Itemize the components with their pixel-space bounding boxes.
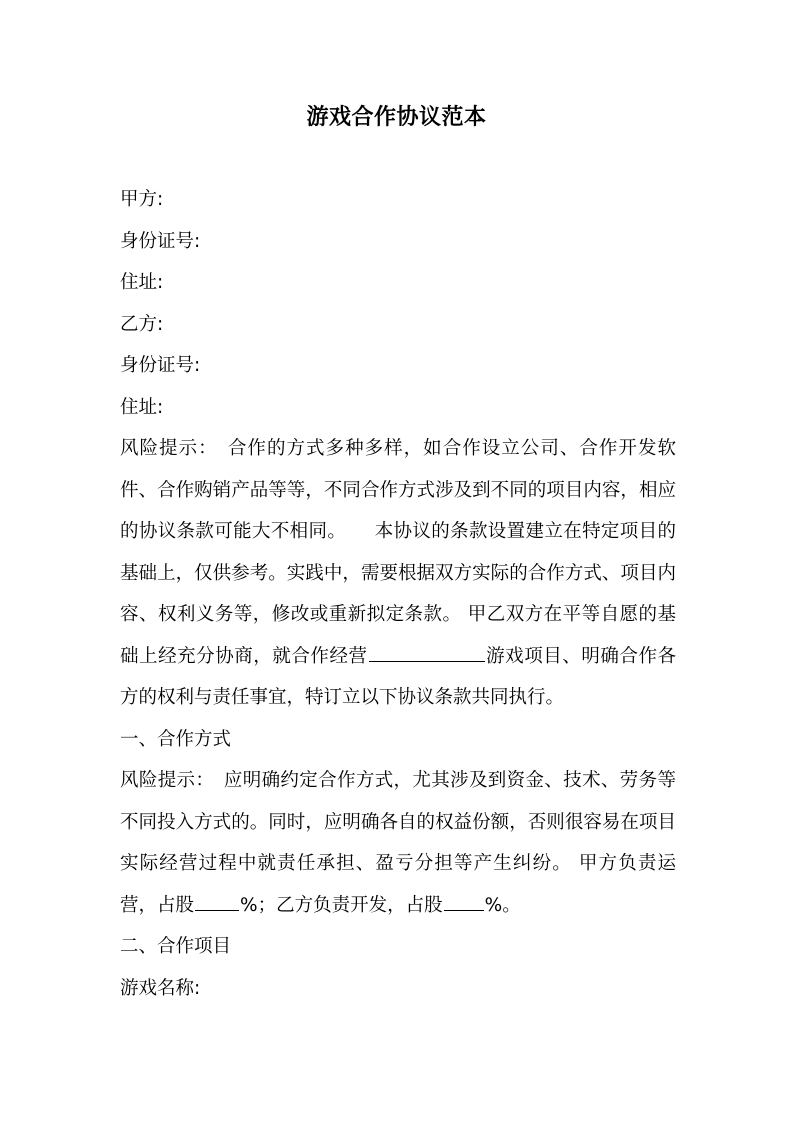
document-title: 游戏合作协议范本 — [306, 105, 487, 130]
party-b-label: 乙方: — [120, 313, 164, 335]
party-a-address-label: 住址: — [120, 272, 164, 293]
project-name-blank — [369, 639, 485, 662]
party-a-label: 甲方: — [120, 189, 164, 210]
section1-text-part1: 风险提示： 应明确约定合作方式，尤其涉及到资金、技术、劳务等不同投入方式的。同时，应明确各自的权益份额，否则很容易在项目实际经营过程中就责任承担、盈亏分担等产生纠纷。 甲方负责运营，占股 — [120, 770, 676, 916]
intro-paragraph — [120, 428, 676, 719]
game-name-label: 游戏名称: — [120, 977, 201, 999]
section2-heading: 二、合作项目 — [120, 936, 232, 957]
intro-text-before: 风险提示： 合作的方式多种多样，如合作设立公司、合作开发软件、合作购销产品等等，不同合作方式涉及到不同的项目内容，相应的协议条款可能大不相同。 本协议的条款设置建立在特定项目的基础上，仅供参考。实践中，需要根据双方实际的合作方式、项目内容、权利义务等，修改或重新拟定条款。 甲乙双方在平等自愿的基础上经充分协商，就合作经营 — [120, 438, 676, 667]
party-b-share-blank — [444, 888, 484, 911]
section1-paragraph — [120, 760, 676, 926]
intro-text-after: 游戏项目、明确合作各方的权利与责任事宜，特订立以下协议条款共同执行。 — [120, 645, 676, 708]
party-b-id-label: 身份证号: — [120, 355, 201, 376]
party-a-id-label: 身份证号: — [120, 230, 201, 252]
party-b-address-label: 住址: — [120, 396, 164, 418]
document-body — [120, 179, 676, 1009]
section1-text-part2: %；乙方负责开发，占股 — [240, 894, 443, 916]
section1-heading: 一、合作方式 — [120, 728, 232, 750]
party-a-share-blank — [195, 888, 239, 911]
section1-text-part3: %。 — [484, 894, 521, 916]
